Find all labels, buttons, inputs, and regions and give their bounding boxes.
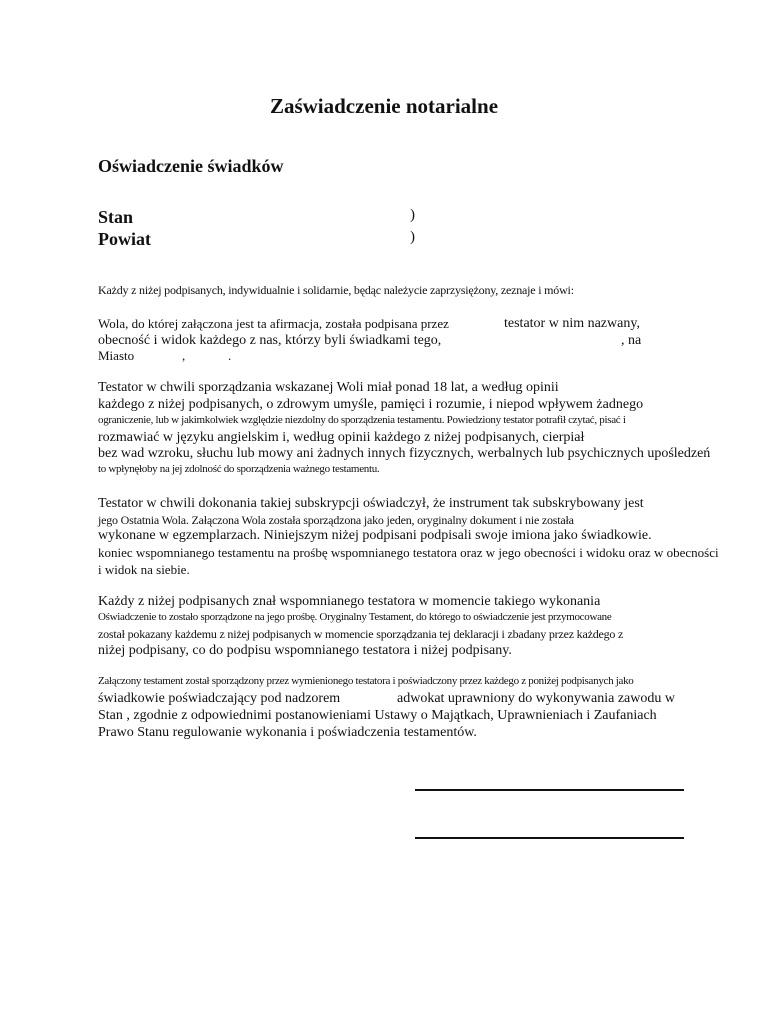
text-line: Testator w chwili sporządzania wskazanej Woli miał ponad 18 lat, a według opinii [98,380,559,395]
state-label: Stan [98,207,134,227]
city-label: Miasto [98,348,135,363]
intro-line: Każdy z niżej podpisanych, indywidualnie i solidarnie, będąc należycie zaprzysiężony, zeznaje i mówi: [98,283,574,297]
text-line: Wola, do której załączona jest ta afirmacja, została podpisana przez [98,316,449,331]
text-line: każdego z niżej podpisanych, o zdrowym umyśle, pamięci i rozumie, i niepod wpływem żadnego [98,397,644,412]
text-line: . [228,348,232,363]
text-line: świadkowie poświadczający pod nadzorem [98,691,341,706]
text-line: , [182,348,186,363]
section-heading: Oświadczenie świadków [98,156,284,176]
text-line: Testator w chwili dokonania takiej subskrypcji oświadczył, że instrument tak subskrybowany jest [98,496,644,511]
text-line: Oświadczenie to zostało sporządzone na jego prośbę. Oryginalny Testament, do którego to oświadczenie jest przymocowane [98,611,612,623]
text-line: to wpłynęłoby na jej zdolność do sporządzenia ważnego testamentu. [98,463,380,475]
document-title: Zaświadczenie notarialne [269,94,499,118]
county-paren: ) [410,229,415,245]
text-line: koniec wspomnianego testamentu na prośbę wspomnianego testatora oraz w jego obecności i widoku oraz w obecności [98,545,719,560]
text-line: Załączony testament został sporządzony przez wymienionego testatora i poświadczony przez każdego z poniżej podpisanych jako [98,675,634,687]
text-line: niżej podpisany, co do podpisu wspomnianego testatora i niżej podpisany. [98,643,512,658]
text-line: bez wad wzroku, słuchu lub mowy ani żadnych innych fizycznych, werbalnych lub psychicznych upośledzeń [98,446,711,461]
text-line: rozmawiać w języku angielskim i, według opinii każdego z niżej podpisanych, cierpiał [98,430,585,445]
text-line: jego Ostatnia Wola. Załączona Wola została sporządzona jako jeden, oryginalny dokument i nie została [98,513,574,527]
signature-line-2 [415,837,684,839]
text-line: Stan , zgodnie z odpowiednimi postanowieniami Ustawy o Majątkach, Uprawnieniach i Zaufaniach [98,708,657,723]
signature-line-1 [415,789,684,791]
text-line: i widok na siebie. [98,562,190,577]
text-line: wykonane w egzemplarzach. Niniejszym niżej podpisani podpisali swoje imiona jako świadkowie. [98,528,652,543]
text-line: testator w nim nazwany, [504,316,640,331]
text-line: adwokat uprawniony do wykonywania zawodu w [397,691,675,706]
text-line: ograniczenie, lub w jakimkolwiek względzie niezdolny do sporządzenia testamentu. Powiedziony testator potrafił czytać, pisać i [98,414,626,426]
text-line: , na [621,333,642,348]
text-line: Każdy z niżej podpisanych znał wspomnianego testatora w momencie takiego wykonania [98,594,601,609]
text-line: Prawo Stanu regulowanie wykonania i poświadczenia testamentów. [98,725,477,740]
county-label: Powiat [98,229,151,249]
text-line: został pokazany każdemu z niżej podpisanych w momencie sporządzania tej deklaracji i zbadany przez każdego z [98,627,624,641]
state-paren: ) [410,207,415,223]
text-line: obecność i widok każdego z nas, którzy byli świadkami tego, [98,333,442,348]
